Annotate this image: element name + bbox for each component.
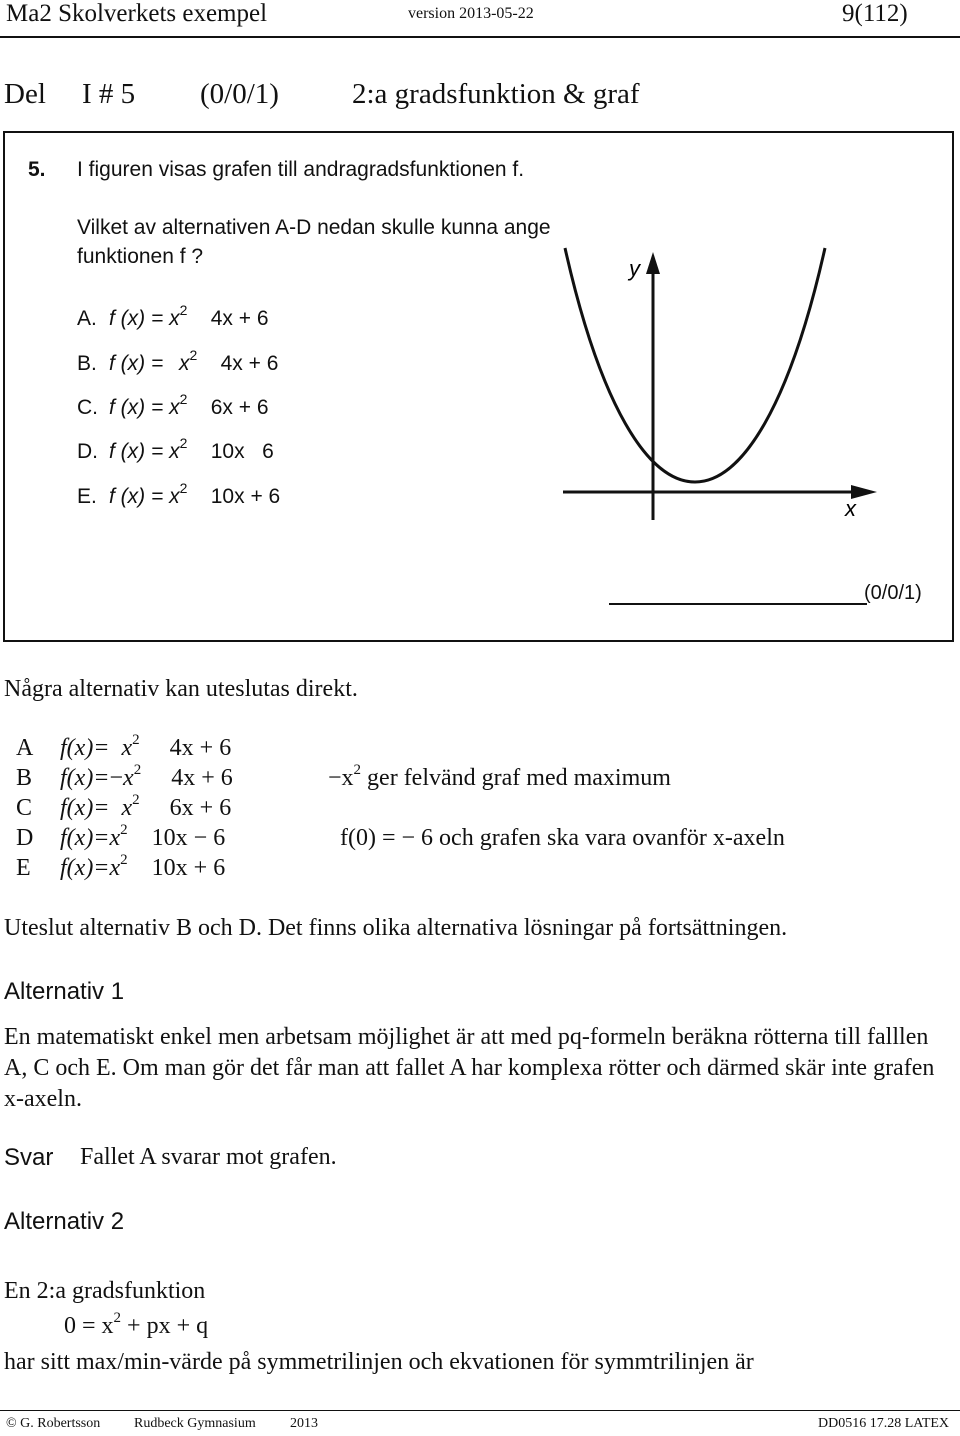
alt2-intro: En 2:a gradsfunktion xyxy=(4,1278,206,1304)
option-e: E. f $(x) = x^2$ 10x + 6 xyxy=(77,480,281,508)
y-axis-arrow-icon xyxy=(646,252,660,274)
question-number: 5. xyxy=(28,158,46,181)
footer-copyright: © G. Robertsson xyxy=(6,1416,101,1431)
parabola-curve xyxy=(565,248,825,482)
title-part: Del xyxy=(4,78,46,110)
score-points: (0/0/1) xyxy=(864,582,922,604)
title-topic: 2:a gradsfunktion & graf xyxy=(352,78,640,110)
parabola-graph xyxy=(555,230,885,530)
alt1-heading: Alternativ 1 xyxy=(4,978,125,1005)
solution-row-b: B $f(x)=-x^2$ 4x + 6 xyxy=(16,762,233,791)
solution-row-e: E $f(x)=x^2$ 10x + 6 xyxy=(16,852,226,881)
solution-row-c: C $f(x)= x^2$ 6x + 6 xyxy=(16,792,232,821)
option-c: C. f $(x) = x^2$ 6x + 6 xyxy=(77,391,269,419)
y-axis-label: y xyxy=(629,256,640,281)
alt2-heading: Alternativ 2 xyxy=(4,1208,125,1235)
alt2-formula: $0 = x^2$ + px + q xyxy=(64,1310,209,1339)
doc-title: Ma2 Skolverkets exempel xyxy=(6,0,268,27)
solution-intro: Några alternativ kan uteslutas direkt. xyxy=(4,676,358,702)
alt2-outro: har sitt max/min-värde på symmetrilinjen och ekvationen för symmtrilinjen är xyxy=(4,1349,754,1375)
solution-row-a: A $f(x)= x^2$ 4x + 6 xyxy=(16,732,232,761)
option-b: B. f $(x) = x^2$ 4x + 6 xyxy=(77,347,279,375)
footer-year: 2013 xyxy=(290,1416,318,1431)
footer-code: DD0516 17.28 LATEX xyxy=(818,1416,950,1431)
svar-label: Svar xyxy=(4,1144,54,1171)
alt1-text: En matematiskt enkel men arbetsam möjlighet är att med pq-formeln beräkna rötterna till falllen A, C och E. Om man gör det får man att fallet A har komplexa rötter och därmed skär inte grafen x-axeln. xyxy=(4,1024,935,1112)
header-rule xyxy=(0,36,960,38)
question-prompt: Vilket av alternativen A-D nedan skulle kunna ange funktionen f ? xyxy=(77,216,551,268)
footer-school: Rudbeck Gymnasium xyxy=(134,1416,256,1431)
option-a: A. f $(x) = x^2$ 4x + 6 xyxy=(77,302,269,330)
page-number: 9(112) xyxy=(842,0,908,27)
svar-text: Fallet A svarar mot grafen. xyxy=(80,1144,337,1170)
option-d: D. f $(x) = x^2$ 10x 6 xyxy=(77,435,274,463)
question-intro: I figuren visas grafen till andragradsfunktionen f. xyxy=(77,158,525,181)
solution-comment-b: $-x^2$ ger felvänd graf med maximum xyxy=(328,762,671,791)
title-number: I # 5 xyxy=(82,78,136,110)
title-points: (0/0/1) xyxy=(200,78,279,110)
doc-version: version 2013-05-22 xyxy=(408,5,534,22)
x-axis-label: x xyxy=(845,496,856,521)
excluded-options: Uteslut alternativ B och D. Det finns olika alternativa lösningar på fortsättningen. xyxy=(4,915,788,941)
score-line xyxy=(609,603,867,605)
footer-rule xyxy=(0,1410,960,1411)
solution-comment-d: f(0) = − 6 och grafen ska vara ovanför x-axeln xyxy=(340,825,785,851)
solution-row-d: D $f(x)=x^2$ 10x − 6 xyxy=(16,822,226,851)
